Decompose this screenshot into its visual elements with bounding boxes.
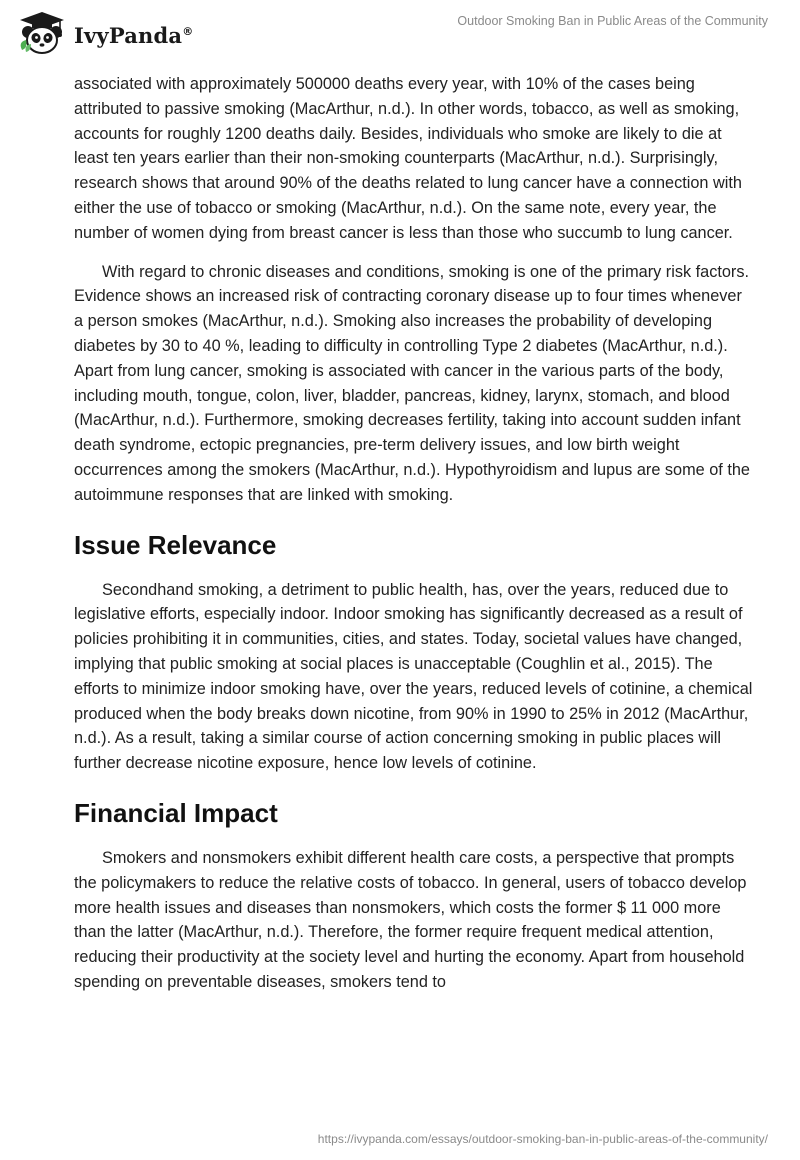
body-paragraph: With regard to chronic diseases and conditions, smoking is one of the primary risk factors. Evidence shows an increased risk of contracting coronary disease up to four times whenever a person smokes (MacArthur, n.d.). Smoking also increases the probability of developing diabetes by 30 to 40 %, leading to difficulty in controlling Type 2 diabetes (MacArthur, n.d.). Apart from lung cancer, smoking is associated with cancer in the various parts of the body, including mouth, tongue, colon, liver, bladder, pancreas, kidney, larynx, stomach, and blood (MacArthur, n.d.). Furthermore, smoking decreases fertility, taking into account sudden infant death syndrome, ectopic pregnancies, pre-term delivery issues, and low birth weight occurrences among the smokers (MacArthur, n.d.). Hypothyroidism and lupus are some of the autoimmune responses that are linked with smoking.	[74, 262, 750, 504]
brand-name: IvyPanda®	[74, 22, 194, 48]
essay-content	[74, 72, 754, 995]
ivypanda-logo[interactable]	[16, 10, 193, 56]
body-paragraph: Secondhand smoking, a detriment to public health, has, over the years, reduced due to legislative efforts, especially indoor. Indoor smoking has significantly decreased as a result of policies prohibiting it in communities, cities, and states. Today, societal values have changed, implying that public smoking at social places is unacceptable (Coughlin et al., 2015). The efforts to minimize indoor smoking have, over the years, reduced levels of cotinine, a chemical produced when the body breaks down nicotine, from 90% in 1990 to 25% in 2012 (MacArthur, n.d.). As a result, taking a similar course of action concerning smoking in public places will further decrease nicotine exposure, hence low levels of cotinine.	[74, 580, 753, 773]
page-header	[0, 0, 800, 72]
source-url-link[interactable]: https://ivypanda.com/essays/outdoor-smoking-ban-in-public-areas-of-the-community/	[317, 1132, 768, 1146]
body-paragraph: associated with approximately 500000 deaths every year, with 10% of the cases being attributed to passive smoking (MacArthur, n.d.). In other words, tobacco, as well as smoking, accounts for roughly 1200 deaths daily. Besides, individuals who smoke are likely to die at least ten years earlier than their non-smoking counterparts (MacArthur, n.d.). Surprisingly, research shows that around 90% of the deaths related to lung cancer have a connection with either the use of tobacco or smoking (MacArthur, n.d.). On the same note, every year, the number of women dying from breast cancer is less than those who succumb to lung cancer.	[74, 75, 742, 242]
document-title: Outdoor Smoking Ban in Public Areas of the Community	[457, 14, 768, 28]
section-heading: Financial Impact	[74, 797, 278, 828]
body-paragraph: Smokers and nonsmokers exhibit different health care costs, a perspective that prompts the policymakers to reduce the relative costs of tobacco. In general, users of tobacco develop more health issues and diseases than nonsmokers, which costs the former $ 11 000 more than the latter (MacArthur, n.d.). Therefore, the former require frequent medical attention, reducing their productivity at the society level and hurting the economy. Apart from household spending on preventable diseases, smokers tend to	[74, 848, 747, 991]
section-heading: Issue Relevance	[74, 529, 277, 560]
panda-graduate-icon	[16, 10, 68, 56]
